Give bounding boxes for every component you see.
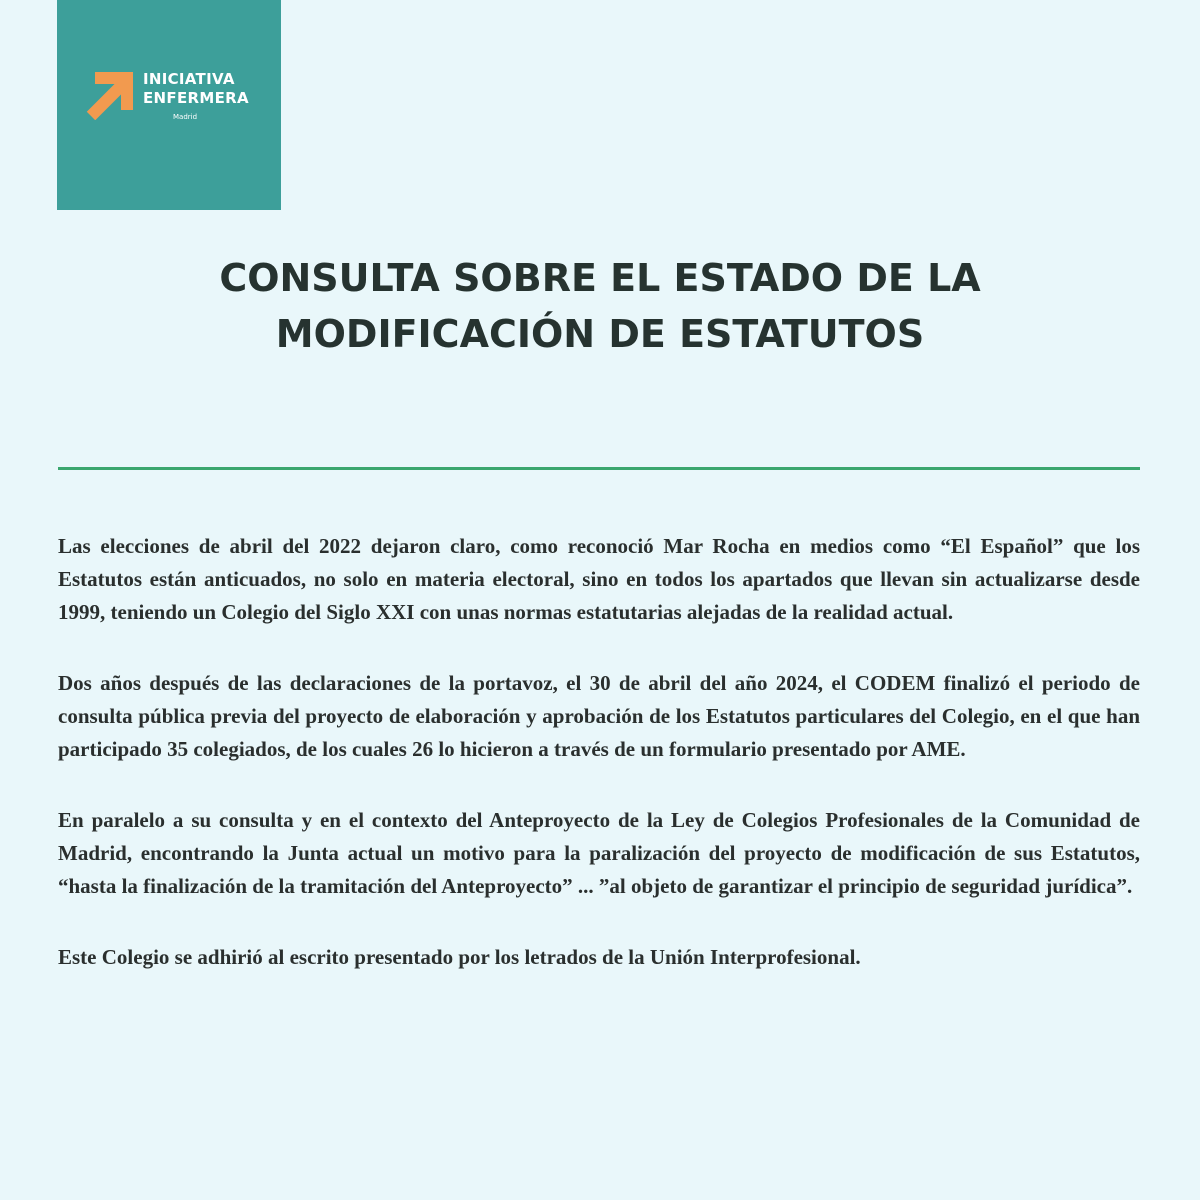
page-title-line-2: MODIFICACIÓN DE ESTATUTOS: [275, 312, 925, 356]
body-text: [58, 530, 1140, 1012]
paragraph-4: Este Colegio se adhirió al escrito presentado por los letrados de la Unión Interprofesional.: [58, 945, 861, 969]
arrow-up-right-icon: [85, 70, 135, 120]
logo-text-iniciativa: INICIATIVA: [143, 70, 235, 88]
paragraph-3: En paralelo a su consulta y en el contexto del Anteproyecto de la Ley de Colegios Profesionales de la Comunidad de Madrid, encontrando la Junta actual un motivo para la paralización del proyecto de modificación de sus Estatutos, “hasta la finalización de la tramitación del Anteproyecto” ... ”al objeto de garantizar el principio de seguridad jurídica”.: [58, 808, 1140, 898]
logo-text-enfermera: ENFERMERA: [143, 89, 249, 107]
logo: [57, 0, 281, 210]
paragraph-1: Las elecciones de abril del 2022 dejaron claro, como reconoció Mar Rocha en medios como “El Español” que los Estatutos están anticuados, no solo en materia electoral, sino en todos los apartados que llevan sin actualizarse desde 1999, teniendo un Colegio del Siglo XXI con unas normas estatutarias alejadas de la realidad actual.: [58, 534, 1140, 624]
logo-text-madrid: Madrid: [173, 113, 198, 121]
paragraph-2: Dos años después de las declaraciones de la portavoz, el 30 de abril del año 2024, el CODEM finalizó el periodo de consulta pública previa del proyecto de elaboración y aprobación de los Estatutos particulares del Colegio, en el que han participado 35 colegiados, de los cuales 26 lo hicieron a través de un formulario presentado por AME.: [58, 671, 1140, 761]
page-title: [0, 250, 1200, 362]
page-title-line-1: CONSULTA SOBRE EL ESTADO DE LA: [219, 256, 981, 300]
divider: [58, 467, 1140, 470]
